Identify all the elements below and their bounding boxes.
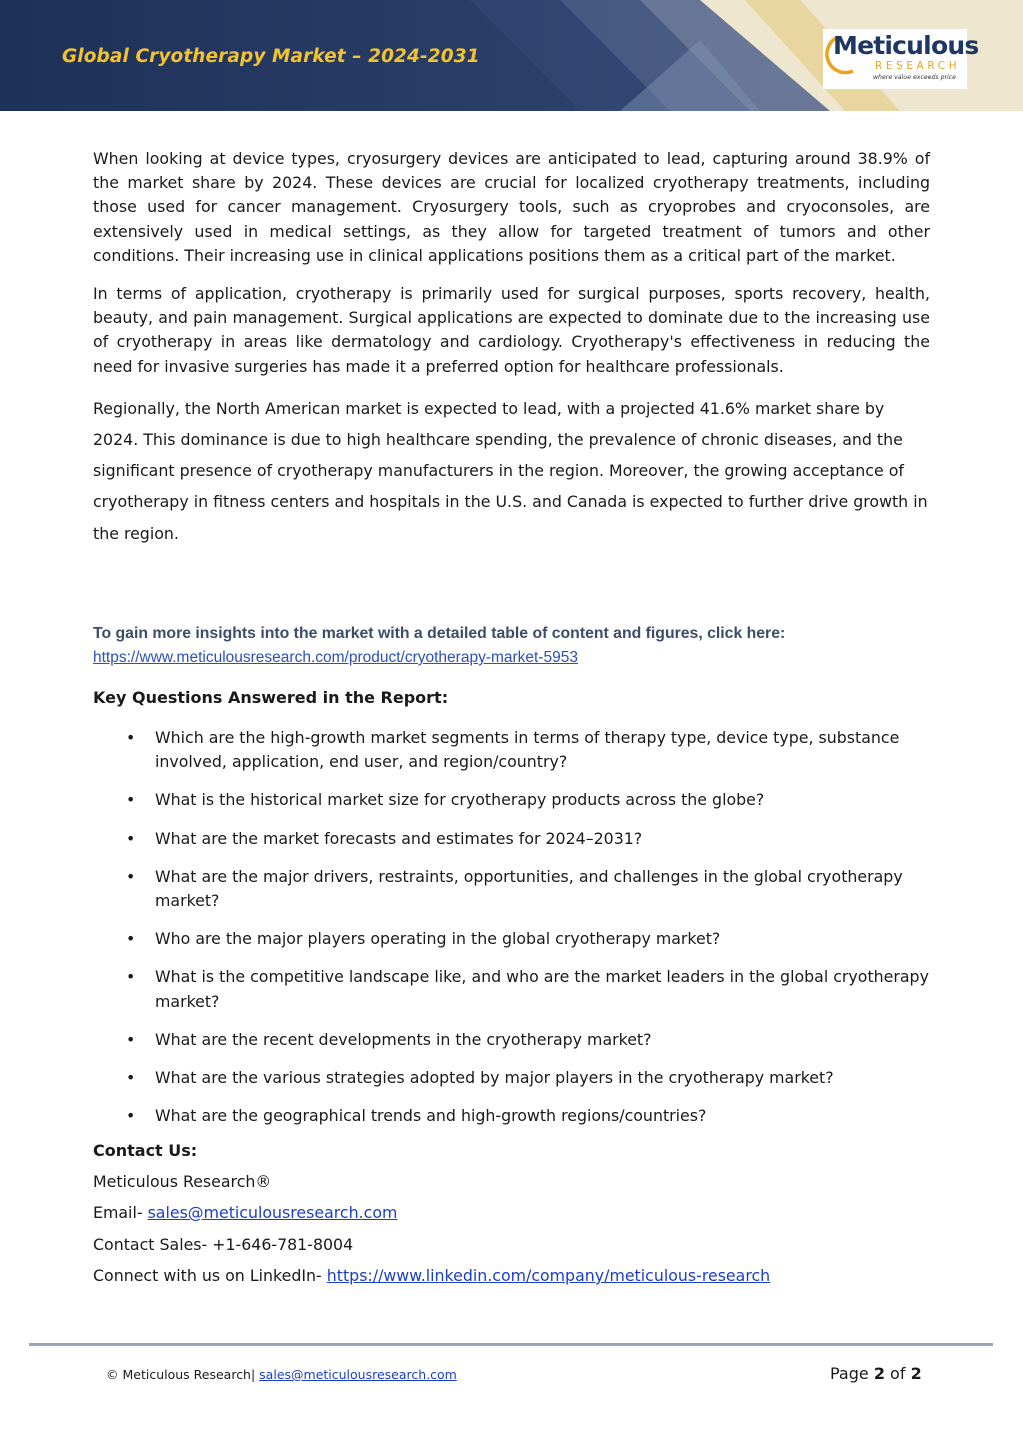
footer-copyright (106, 1367, 457, 1382)
list-item (93, 726, 930, 774)
list-item (93, 788, 930, 812)
bullet-icon: • (126, 866, 136, 886)
document-title: Global Cryotherapy Market – 2024-2031 (62, 46, 480, 67)
question-text: What is the historical market size for cryotherapy products across the globe? (155, 790, 765, 810)
email-link[interactable]: sales@meticulousresearch.com (147, 1203, 398, 1222)
list-item (93, 865, 930, 913)
email-label: Email- (93, 1203, 148, 1222)
paragraph-regional: Regionally, the North American market is expected to lead, with a projected 41.6% market share by 2024. This dominance is due to high healthcare spending, the prevalence of chronic diseases, and the significant presence of cryotherapy manufacturers in the region. Moreover, the growing acceptance of cryotherapy in fitness centers and hospitals in the U.S. and Canada is expected to further drive growth in the region. (93, 398, 928, 543)
list-item (93, 1104, 930, 1128)
paragraph-application: In terms of application, cryotherapy is primarily used for surgical purposes, sports recovery, health, beauty, and pain management. Surgical applications are expected to dominate due to the increasing use of cryotherapy in areas like dermatology and cardiology. Cryotherapy's effectiveness in reducing the need for invasive surgeries has made it a preferred option for healthcare professionals. (93, 284, 930, 376)
contact-title: Contact Us: (93, 1141, 198, 1160)
page-number (830, 1364, 922, 1383)
key-questions-list (93, 726, 930, 1142)
contact-company: Meticulous Research® (93, 1172, 272, 1191)
meticulous-research-logo (823, 29, 979, 89)
question-text: What are the major drivers, restraints, opportunities, and challenges in the global cryotherapy market? (155, 866, 903, 911)
list-item (93, 1066, 930, 1090)
bullet-icon: • (126, 929, 136, 949)
question-text: What is the competitive landscape like, and who are the market leaders in the global cryotherapy market? (155, 967, 929, 1011)
cta-text: To gain more insights into the market with a detailed table of content and figures, click here: (93, 625, 786, 642)
header-banner (0, 0, 1023, 111)
body-content (93, 147, 930, 549)
key-questions-title: Key Questions Answered in the Report: (93, 688, 449, 707)
logo-name: Meticulous (833, 31, 979, 60)
list-item (93, 1028, 930, 1052)
list-item (93, 965, 930, 1013)
question-text: Which are the high-growth market segments in terms of therapy type, device type, substance involved, application, end user, and region/country? (155, 728, 900, 772)
linkedin-label: Connect with us on LinkedIn- (93, 1266, 327, 1285)
list-item (93, 927, 930, 951)
copyright-text: © Meticulous Research| (106, 1367, 260, 1382)
page-of: of (884, 1364, 911, 1383)
question-text: What are the market forecasts and estimates for 2024–2031? (155, 828, 643, 848)
question-text: What are the recent developments in the cryotherapy market? (155, 1029, 652, 1049)
contact-sales: Contact Sales- +1-646-781-8004 (93, 1235, 354, 1254)
footer-email-link[interactable]: sales@meticulousresearch.com (259, 1367, 457, 1382)
bullet-icon: • (126, 828, 136, 848)
question-text: What are the geographical trends and high-growth regions/countries? (155, 1106, 707, 1126)
page-total: 2 (910, 1364, 922, 1383)
contact-email-row (93, 1203, 397, 1222)
list-item (93, 827, 930, 851)
paragraph-device-types: When looking at device types, cryosurgery devices are anticipated to lead, capturing around 38.9% of the market share by 2024. These devices are crucial for localized cryotherapy treatments, including those used for cancer management. Cryosurgery tools, such as cryoprobes and cryoconsoles, are extensively used in medical settings, as they allow for targeted treatment of tumors and other conditions. Their increasing use in clinical applications positions them as a critical part of the market. (93, 149, 930, 265)
bullet-icon: • (126, 728, 136, 747)
logo-tagline: where value exceeds price (873, 74, 956, 81)
bullet-icon: • (126, 1029, 136, 1049)
page-prefix: Page (830, 1364, 874, 1383)
contact-linkedin-row (93, 1266, 770, 1285)
logo-subtitle: RESEARCH (875, 60, 961, 72)
report-link[interactable]: https://www.meticulousresearch.com/product/cryotherapy-market-5953 (93, 649, 579, 666)
bullet-icon: • (126, 790, 136, 810)
bullet-icon: • (126, 1106, 136, 1126)
linkedin-link[interactable]: https://www.linkedin.com/company/meticulous-research (326, 1266, 771, 1285)
page-current: 2 (873, 1364, 885, 1383)
bullet-icon: • (126, 1068, 136, 1088)
question-text: Who are the major players operating in the global cryotherapy market? (155, 929, 721, 949)
footer-divider (29, 1343, 993, 1346)
question-text: What are the various strategies adopted by major players in the cryotherapy market? (155, 1068, 834, 1088)
bullet-icon: • (126, 967, 136, 987)
